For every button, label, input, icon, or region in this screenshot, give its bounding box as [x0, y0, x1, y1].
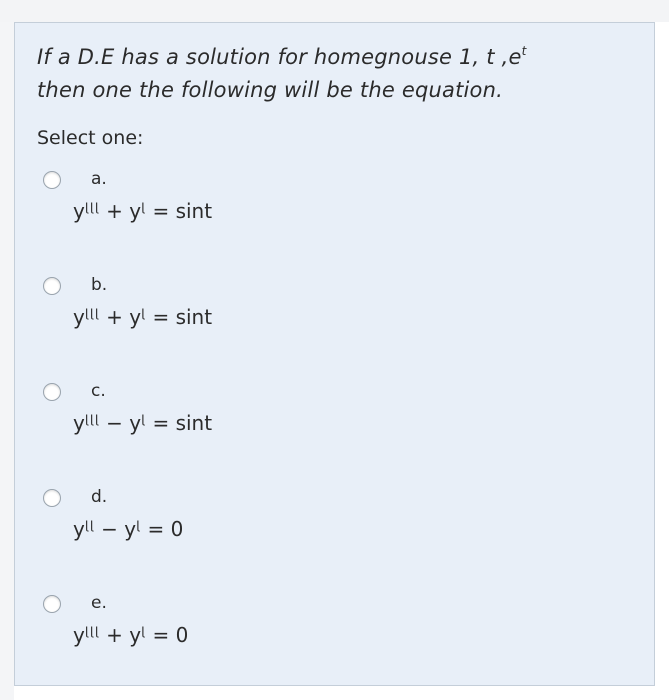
option-a-letter: a. [91, 169, 107, 189]
exponent-t: t [521, 44, 527, 58]
option-a[interactable] [37, 169, 437, 239]
option-d[interactable] [37, 487, 437, 557]
select-one-label: Select one: [37, 127, 144, 149]
option-b[interactable] [37, 275, 437, 345]
question-line-1: If a D.E has a solution for homegnouse 1, t $,e^t$ [37, 44, 527, 69]
radio-option-c[interactable] [43, 383, 61, 401]
option-e-equation: yᶩᶩᶩ + yᶩ = 0 [73, 623, 189, 647]
option-e-letter: e. [91, 593, 107, 613]
radio-option-a[interactable] [43, 171, 61, 189]
radio-option-e[interactable] [43, 595, 61, 613]
option-c-letter: c. [91, 381, 106, 401]
option-b-letter: b. [91, 275, 108, 295]
option-a-equation: yᶩᶩᶩ + yᶩ = sint [73, 199, 213, 223]
top-strip [0, 0, 669, 22]
question-text [37, 35, 637, 107]
question-line-2: then one the following will be the equation. [37, 78, 503, 102]
option-e[interactable] [37, 593, 437, 663]
question-card [14, 22, 655, 686]
option-b-equation: yᶩᶩᶩ + yᶩ = sint [73, 305, 213, 329]
radio-option-b[interactable] [43, 277, 61, 295]
left-edge [0, 22, 14, 700]
option-d-letter: d. [91, 487, 108, 507]
radio-option-d[interactable] [43, 489, 61, 507]
option-d-equation: yᶩᶩ − yᶩ = 0 [73, 517, 184, 541]
option-c-equation: yᶩᶩᶩ − yᶩ = sint [73, 411, 213, 435]
option-c[interactable] [37, 381, 437, 451]
